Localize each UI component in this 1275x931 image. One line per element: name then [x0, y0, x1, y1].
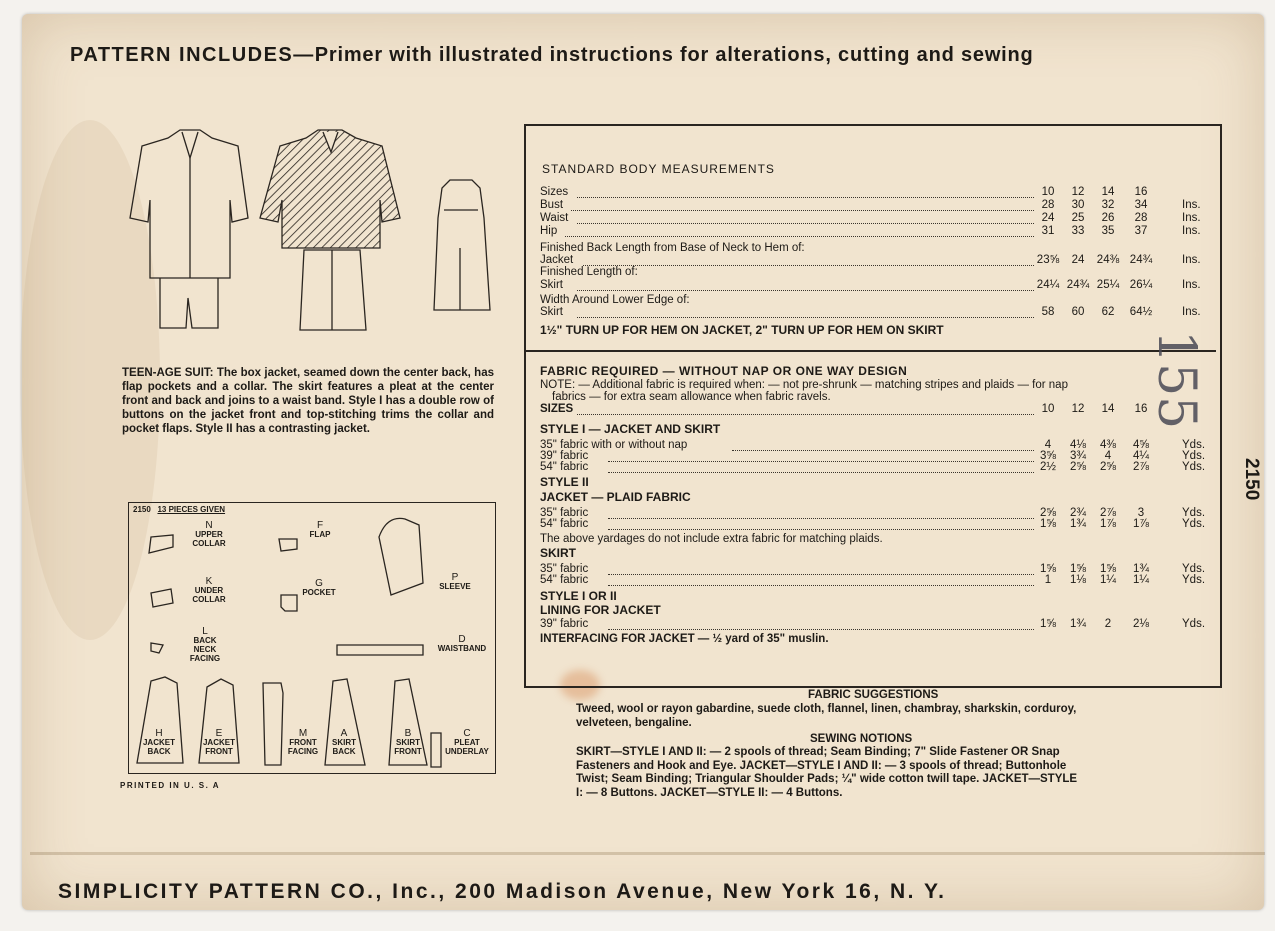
unit-label: Yds. — [1182, 507, 1206, 519]
hem-note: 1½" TURN UP FOR HEM ON JACKET, 2" TURN UP FOR HEM ON SKIRT — [540, 323, 944, 337]
leader-dots — [608, 521, 1034, 530]
publisher-footer: SIMPLICITY PATTERN CO., Inc., 200 Madison Avenue, New York 16, N. Y. — [58, 880, 947, 903]
interfacing-line — [540, 633, 829, 645]
piece-a: A SKIRT BACK — [332, 728, 356, 756]
size-value: 1⅝ — [1040, 618, 1056, 630]
row-label: 39" fabric — [540, 618, 589, 630]
piece-c: C PLEAT UNDERLAY — [445, 728, 489, 756]
box-divider — [526, 350, 1216, 352]
piece-k: K UNDER COLLAR — [192, 576, 226, 604]
fabric-note-1: NOTE: — Additional fabric is required when: — not pre-shrunk — matching stripes and plaids — for nap — [540, 379, 1068, 391]
row-label: 35" fabric — [540, 563, 589, 575]
jacket-plaid-title: JACKET — PLAID FABRIC — [540, 490, 691, 504]
row-label: 35" fabric — [540, 507, 589, 519]
size-value: 26¼ — [1129, 279, 1153, 291]
unit-label: Yds. — [1182, 563, 1206, 575]
piece-n: N UPPER COLLAR — [192, 520, 226, 548]
size-value: 28 — [1134, 212, 1148, 224]
unit-label: Yds. — [1182, 461, 1206, 473]
size-value: 16 — [1134, 403, 1148, 415]
size-value: 1⅞ — [1100, 518, 1116, 530]
size-value: 32 — [1101, 199, 1115, 211]
size-value: 3 — [1137, 507, 1145, 519]
size-value: 24¾ — [1129, 254, 1153, 266]
size-value: 2⅝ — [1100, 461, 1116, 473]
size-value: 2¾ — [1070, 507, 1086, 519]
sewing-notion-line: I: — 8 Buttons. JACKET—STYLE II: — 4 Buttons. — [576, 786, 843, 799]
size-value: 4⅛ — [1070, 439, 1086, 451]
piece-m: M FRONT FACING — [287, 728, 319, 756]
size-value: 2⅞ — [1100, 507, 1116, 519]
garment-illustrations — [120, 118, 500, 363]
jacket-style-2-sketch — [260, 130, 400, 330]
size-value: 1⅝ — [1040, 518, 1056, 530]
size-value: 1¾ — [1133, 563, 1149, 575]
leader-dots — [577, 189, 1034, 198]
unit-label: Ins. — [1182, 225, 1201, 237]
size-value: 24 — [1041, 212, 1055, 224]
piece-l: L BACK NECK FACING — [189, 626, 221, 663]
back-neck-facing-shape — [151, 643, 163, 653]
plaid-note: The above yardages do not include extra fabric for matching plaids. — [540, 533, 883, 545]
size-value: 1¼ — [1100, 574, 1116, 586]
leader-dots — [577, 282, 1034, 291]
row-label: SIZES — [540, 403, 574, 415]
size-value: 1⅝ — [1100, 563, 1116, 575]
piece-f: F FLAP — [309, 520, 331, 539]
row-label: Waist — [540, 212, 569, 224]
sewing-notion-line: Twist; Seam Binding; Triangular Shoulder Pads; ¼" wide cotton twill tape. JACKET—STYLE — [576, 773, 1078, 785]
sewing-notion-line: Fasteners and Hook and Eye. JACKET—STYLE I AND II: — 3 spools of thread; Buttonhole — [576, 759, 1067, 772]
row-label: 35" fabric with or without nap — [540, 439, 688, 451]
unit-label: Ins. — [1182, 199, 1201, 211]
piece-g: G POCKET — [302, 578, 336, 597]
size-value: 25¼ — [1096, 279, 1120, 291]
piece-p: P SLEEVE — [439, 572, 471, 591]
size-value: 12 — [1071, 403, 1085, 415]
size-value: 37 — [1134, 225, 1148, 237]
fold-line — [30, 852, 1265, 855]
unit-label: Yds. — [1182, 518, 1206, 530]
skirt-back-sketch — [434, 180, 490, 310]
size-value: 35 — [1101, 225, 1115, 237]
row-label: Skirt — [540, 279, 563, 291]
size-value: 14 — [1101, 186, 1115, 198]
leader-dots — [608, 577, 1034, 586]
size-value: 2⅛ — [1133, 618, 1149, 630]
pieces-count: 13 PIECES GIVEN — [157, 505, 226, 514]
size-value: 4¼ — [1133, 450, 1149, 462]
size-value: 16 — [1134, 186, 1148, 198]
row-label: Finished Length of: — [540, 266, 638, 278]
style-description: TEEN-AGE SUIT: The box jacket, seamed down the center back, has flap pockets and a collar. The skirt features a pleat at the center front and back and joins to a waist band. Style I has a double row of buttons on the jacket front and top-stitching trims the collar and pocket flaps. Style II has a contrasting jacket. — [122, 367, 494, 435]
printed-in-usa: PRINTED IN U. S. A — [120, 781, 221, 790]
size-value: 1⅝ — [1040, 563, 1056, 575]
style-either-title: STYLE I OR II — [540, 589, 617, 603]
pieces-pattern-number: 2150 — [133, 505, 151, 514]
leader-dots — [732, 442, 1034, 451]
size-value: 64½ — [1129, 306, 1153, 318]
upper-collar-shape — [149, 535, 173, 553]
unit-label: Ins. — [1182, 212, 1201, 224]
unit-label: Ins. — [1182, 254, 1201, 266]
pattern-pieces-diagram — [128, 502, 496, 774]
row-label: Hip — [540, 225, 558, 237]
size-value: 24¼ — [1036, 279, 1060, 291]
size-value: 33 — [1071, 225, 1085, 237]
leader-dots — [608, 566, 1034, 575]
size-value: 1⅞ — [1133, 518, 1149, 530]
size-value: 2⅝ — [1070, 461, 1086, 473]
sewing-notion-line: SKIRT—STYLE I AND II: — 2 spools of thread; Seam Binding; 7" Slide Fastener OR Snap — [576, 746, 1060, 758]
row-label: Bust — [540, 199, 564, 211]
piece-h: H JACKET BACK — [142, 728, 175, 756]
sleeve-shape — [379, 518, 423, 595]
size-value: 24⅜ — [1096, 254, 1120, 266]
size-value: 12 — [1071, 186, 1085, 198]
flap-shape — [279, 539, 297, 551]
size-value: 4 — [1104, 450, 1112, 462]
size-value: 1⅛ — [1070, 574, 1086, 586]
fabric-suggestions-line-1: Tweed, wool or rayon gabardine, suede cloth, flannel, linen, chambray, sharkskin, corduroy, — [576, 703, 1077, 715]
row-label: 54" fabric — [540, 461, 589, 473]
header-rest: Primer with illustrated instructions for alterations, cutting and sewing — [314, 44, 1034, 66]
sewing-notions-title: SEWING NOTIONS — [810, 733, 913, 745]
size-value: 1 — [1044, 574, 1052, 586]
leader-dots — [577, 215, 1034, 224]
row-label: Width Around Lower Edge of: — [540, 294, 690, 306]
unit-label: Ins. — [1182, 306, 1201, 318]
under-collar-shape — [151, 589, 173, 607]
style-1-title: STYLE I — JACKET AND SKIRT — [540, 422, 721, 436]
unit-label: Yds. — [1182, 618, 1206, 630]
unit-label: Yds. — [1182, 439, 1206, 451]
vertical-pattern-number: 2150 — [1241, 458, 1262, 501]
size-value: 1⅝ — [1070, 563, 1086, 575]
size-value: 3¾ — [1070, 450, 1086, 462]
piece-b: B SKIRT FRONT — [394, 728, 422, 756]
row-label: Skirt — [540, 306, 563, 318]
size-value: 31 — [1041, 225, 1055, 237]
leader-dots — [583, 257, 1034, 266]
size-value: 26 — [1101, 212, 1115, 224]
size-value: 2⅝ — [1040, 507, 1056, 519]
size-value: 4⅜ — [1100, 439, 1116, 451]
header-lead: PATTERN INCLUDES— — [70, 44, 315, 66]
pleat-underlay-shape — [431, 733, 441, 767]
size-value: 24 — [1071, 254, 1085, 266]
leader-dots — [608, 453, 1034, 462]
size-value: 1¾ — [1070, 518, 1086, 530]
leader-dots — [565, 228, 1034, 237]
size-value: 34 — [1134, 199, 1148, 211]
style-2-title: STYLE II — [540, 475, 589, 489]
fabric-required-title: FABRIC REQUIRED — WITHOUT NAP OR ONE WAY DESIGN — [540, 364, 908, 378]
row-label: 54" fabric — [540, 574, 589, 586]
unit-label: Ins. — [1182, 279, 1201, 291]
leader-dots — [608, 510, 1034, 519]
size-value: 4⅝ — [1133, 439, 1149, 451]
leader-dots — [577, 309, 1034, 318]
size-value: 10 — [1041, 403, 1055, 415]
jacket-style-1-sketch — [130, 130, 248, 328]
size-value: 1¼ — [1133, 574, 1149, 586]
size-value: 14 — [1101, 403, 1115, 415]
unit-label: Yds. — [1182, 450, 1206, 462]
leader-dots — [577, 406, 1034, 415]
front-facing-shape — [263, 683, 283, 765]
size-value: 62 — [1101, 306, 1115, 318]
size-value: 25 — [1071, 212, 1085, 224]
size-value: 23⅝ — [1036, 254, 1060, 266]
leader-dots — [571, 202, 1034, 211]
size-value: 2½ — [1040, 461, 1056, 473]
leader-dots — [608, 464, 1034, 473]
unit-label: Yds. — [1182, 574, 1206, 586]
size-value: 3⅝ — [1040, 450, 1056, 462]
size-value: 4 — [1044, 439, 1052, 451]
skirt-title: SKIRT — [540, 546, 576, 560]
size-value: 10 — [1041, 186, 1055, 198]
leader-dots — [608, 621, 1034, 630]
interfacing-text: INTERFACING FOR JACKET — ½ yard of 35" muslin. — [540, 633, 829, 645]
measurements-title: STANDARD BODY MEASUREMENTS — [542, 162, 775, 176]
handwritten-stamp: 155 — [1146, 330, 1206, 430]
size-value: 2⅞ — [1133, 461, 1149, 473]
piece-e: E JACKET FRONT — [202, 728, 235, 756]
pattern-includes-header — [70, 44, 1034, 67]
size-value: 58 — [1041, 306, 1055, 318]
waistband-shape — [337, 645, 423, 655]
size-value: 2 — [1104, 618, 1112, 630]
row-label: 39" fabric — [540, 450, 589, 462]
size-value: 1¾ — [1070, 618, 1086, 630]
row-label: Sizes — [540, 186, 569, 198]
row-label: Jacket — [540, 254, 574, 266]
size-value: 24¾ — [1066, 279, 1090, 291]
fabric-note-2: fabrics — for extra seam allowance when fabric ravels. — [552, 391, 831, 403]
piece-d: D WAISTBAND — [437, 634, 487, 653]
lining-title: LINING FOR JACKET — [540, 603, 661, 617]
size-value: 60 — [1071, 306, 1085, 318]
size-value: 28 — [1041, 199, 1055, 211]
pocket-shape — [281, 595, 297, 611]
row-label: Finished Back Length from Base of Neck to Hem of: — [540, 242, 805, 254]
fabric-suggestions-title: FABRIC SUGGESTIONS — [808, 689, 939, 701]
fabric-suggestions-line-2: velveteen, bengaline. — [576, 717, 692, 729]
row-label: 54" fabric — [540, 518, 589, 530]
size-value: 30 — [1071, 199, 1085, 211]
